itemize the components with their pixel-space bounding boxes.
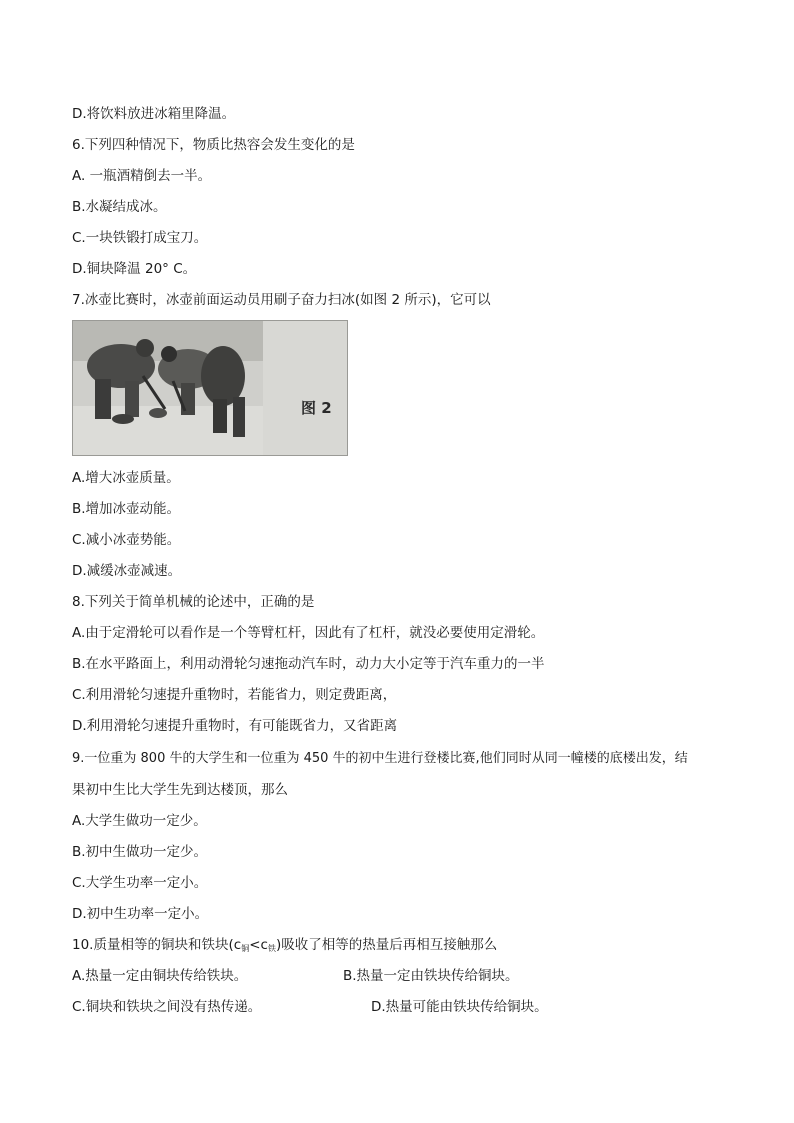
q8-option-d: D.利用滑轮匀速提升重物时，有可能既省力，又省距离 — [72, 718, 398, 734]
q8-stem: 8.下列关于简单机械的论述中，正确的是 — [72, 594, 315, 610]
q8-option-c: C.利用滑轮匀速提升重物时，若能省力，则定费距离， — [72, 687, 397, 703]
c-copper-subscript: 铜 — [241, 944, 250, 953]
q10-stem — [72, 936, 497, 958]
q10-stem-prefix: 10.质量相等的铜块和铁块( — [72, 937, 234, 953]
q5-option-d: D.将饮料放进冰箱里降温。 — [72, 106, 236, 122]
q8-option-b: B.在水平路面上，利用动滑轮匀速拖动汽车时，动力大小定等于汽车重力的一半 — [72, 656, 545, 672]
c-iron: c — [260, 937, 268, 953]
q10-option-c: C.铜块和铁块之间没有热传递。 — [72, 999, 262, 1015]
q10-option-d: D.热量可能由铁块传给铜块。 — [371, 999, 548, 1015]
q10-stem-suffix: )吸收了相等的热量后再相互接触那么 — [275, 937, 498, 953]
q7-option-b: B.增加冰壶动能。 — [72, 501, 181, 517]
c-iron-subscript: 铁 — [267, 944, 276, 953]
q9-option-a: A.大学生做功一定少。 — [72, 813, 207, 829]
q6-stem: 6.下列四种情况下，物质比热容会发生变化的是 — [72, 137, 355, 153]
q9-option-c: C.大学生功率一定小。 — [72, 875, 208, 891]
q7-option-a: A.增大冰壶质量。 — [72, 470, 180, 486]
c-copper: c — [233, 937, 242, 953]
q6-option-c: C.一块铁锻打成宝刀。 — [72, 230, 208, 246]
less-than-sign: < — [249, 937, 261, 953]
q10-option-b: B.热量一定由铁块传给铜块。 — [343, 968, 519, 984]
q6-option-b: B.水凝结成冰。 — [72, 199, 167, 215]
q7-option-d: D.减缓冰壶减速。 — [72, 563, 182, 579]
q9-stem-line1: 9.一位重为 800 牛的大学生和一位重为 450 牛的初中生进行登楼比赛,他们同时从同一幢楼的底楼出发，结 — [72, 751, 688, 766]
curling-photo — [72, 320, 348, 456]
q8-option-a: A.由于定滑轮可以看作是一个等臂杠杆，因此有了杠杆，就没必要使用定滑轮。 — [72, 625, 545, 641]
q6-option-d: D.铜块降温 20° C。 — [72, 261, 197, 277]
q9-option-d: D.初中生功率一定小。 — [72, 906, 209, 922]
curling-photo-illustration — [73, 321, 347, 455]
q7-option-c: C.减小冰壶势能。 — [72, 532, 181, 548]
q9-option-b: B.初中生做功一定少。 — [72, 844, 208, 860]
q7-stem: 7.冰壶比赛时，冰壶前面运动员用刷子奋力扫冰(如图 2 所示)，它可以 — [72, 292, 491, 308]
q6-option-a: A. 一瓶酒精倒去一半。 — [72, 168, 212, 184]
q10-option-a: A.热量一定由铜块传给铁块。 — [72, 968, 248, 984]
q9-stem-line2: 果初中生比大学生先到达楼顶，那么 — [72, 782, 288, 798]
figure-caption: 图 2 — [301, 399, 332, 417]
